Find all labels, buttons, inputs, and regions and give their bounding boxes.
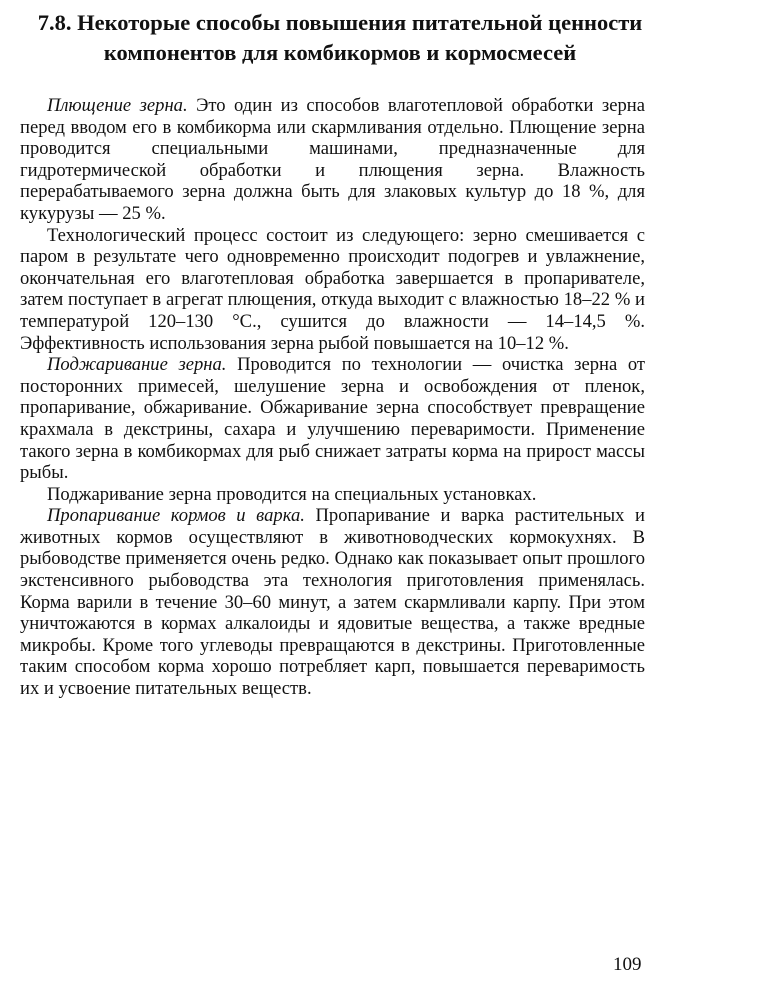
paragraph-roasting <box>20 354 645 484</box>
section-heading: 7.8. Некоторые способы повышения питательной ценности компонентов для комбикормов и кормосмесей <box>37 10 643 65</box>
paragraph-process <box>20 225 645 355</box>
paragraph-text: Технологический процесс состоит из следующего: зерно смешивается с паром в результате чего одновременно происходит подогрев и увлажнение, окончательная его влаготепловая обработка завершается в пропаривателе, затем поступает в агрегат плющения, откуда выходит с влажностью 18–22 % и температурой 120–130 °С., сушится до влажности — 14–14,5 %. Эффективность использования зерна рыбой повышается на 10–12 %. <box>20 224 645 354</box>
paragraph-steaming <box>20 505 645 699</box>
page-number: 109 <box>613 954 642 975</box>
body-text <box>20 95 645 700</box>
paragraph-lead: Пропаривание кормов и варка. <box>47 505 305 527</box>
paragraph-flattening <box>20 95 645 225</box>
paragraph-text: Проводится по технологии — очистка зерна от посторонних примесей, шелушение зерна и освобождения от пленок, пропаривание, обжаривание. Обжаривание зерна способствует превращение крахмала в декстрины, сахара и улучшению переваримости. Применение такого зерна в комбикормах для рыб снижает затраты корма на прирост массы рыбы. <box>20 354 645 484</box>
paragraph-roasting-equipment <box>20 484 645 506</box>
paragraph-lead: Поджаривание зерна. <box>47 354 227 376</box>
paragraph-lead: Плющение зерна. <box>47 95 188 116</box>
paragraph-text: Поджаривание зерна проводится на специальных установках. <box>47 483 537 505</box>
paragraph-text: Это один из способов влаготепловой обработки зерна перед вводом его в комбикорма или скармливания отдельно. Плющение зерна проводится специальными машинами, предназначенные для гидротермической обработки и плющения зерна. Влажность перерабатываемого зерна должна быть для злаковых культур до 18 %, для кукурузы — 25 %. <box>20 95 645 224</box>
paragraph-text: Пропаривание и варка растительных и животных кормов осуществляют в животноводческих кормокухнях. В рыбоводстве применяется очень редко. Однако как показывает опыт прошлого экстенсивного рыбоводства эта технология приготовления применялась. Корма варили в течение 30–60 минут, а затем скармливали карпу. При этом уничтожаются в кормах алкалоиды и ядовитые вещества, а также вредные микробы. Кроме того углеводы превращаются в декстрины. Приготовленные таким способом корма хорошо потребляет карп, повышается переваримость их и усвоение питательных веществ. <box>20 505 646 700</box>
